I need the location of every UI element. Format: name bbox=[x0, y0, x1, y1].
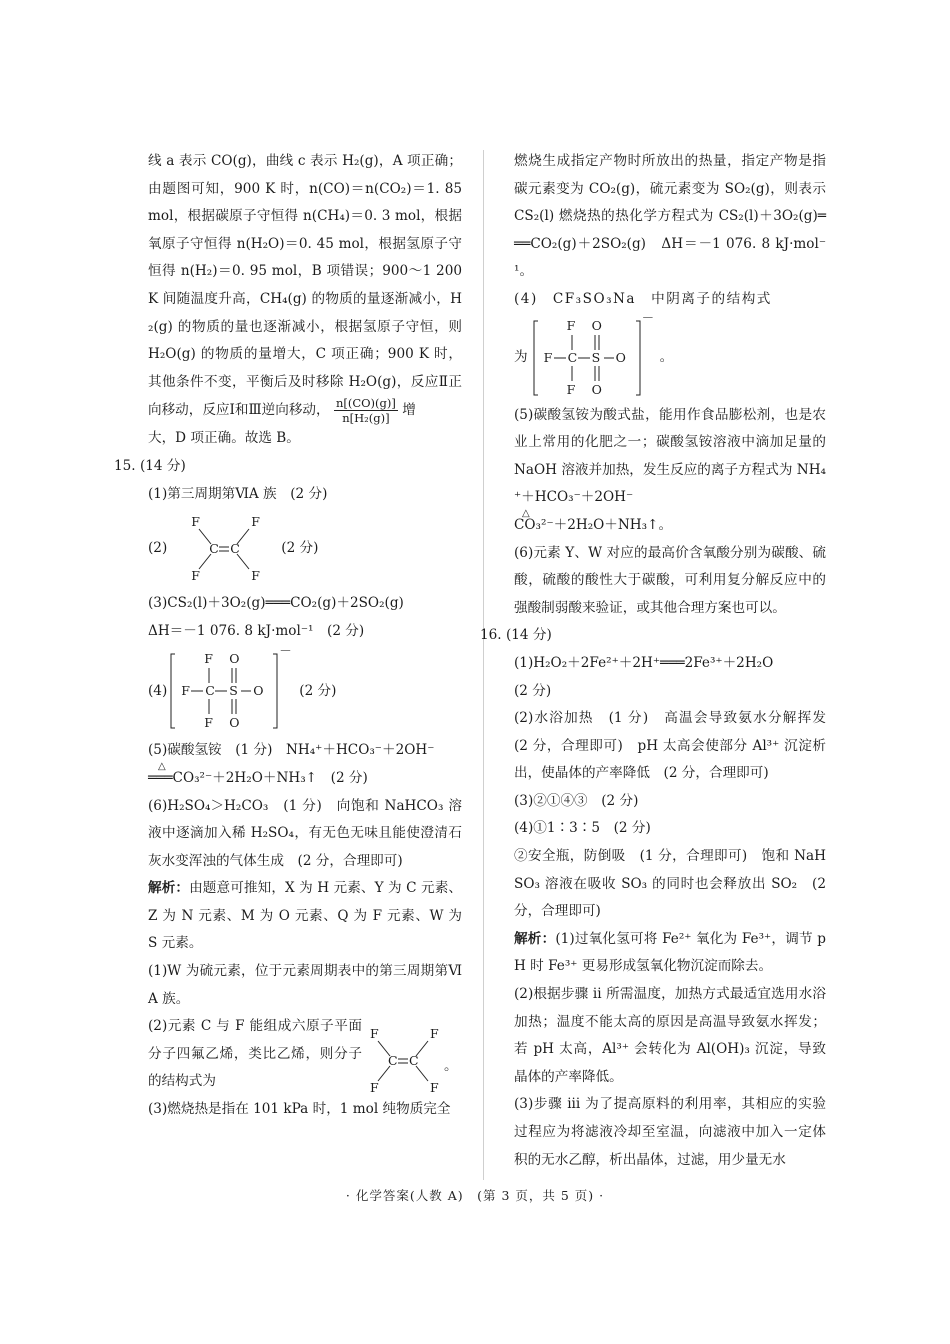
analysis-15-3-cont: 燃烧生成指定产物时所放出的热量，指定产物是指碳元素变为 CO₂(g)，硫元素变为 SO₂(g)，则表示 CS₂(l) 燃烧热的热化学方程式为 CS₂(l)＋3O₂(g)═══CO₂(g)＋2SO₂(g) ΔH＝－1 076. 8 kJ·mol⁻¹。 bbox=[514, 153, 826, 280]
atom-o: O bbox=[591, 317, 602, 333]
right-column bbox=[480, 148, 840, 1174]
analysis-15-1: (1)W 为硫元素，位于元素周期表中的第三周期第ⅥA 族。 bbox=[148, 963, 462, 1007]
answer-16-2: (2)水浴加热 (1 分) 高温会导致氨水分解挥发 (2 分，合理即可) pH 太高会使部分 Al³⁺ 沉淀析出，使晶体的产率降低 (2 分，合理即可) bbox=[514, 710, 840, 782]
score: (2 分) bbox=[281, 540, 319, 557]
atom-o: O bbox=[253, 683, 264, 699]
atom-f: F bbox=[566, 317, 576, 333]
conclusion-line: 大，D 项正确。故选 B。 bbox=[148, 430, 300, 447]
analysis-label: 解析： bbox=[514, 930, 556, 947]
atom-f: F bbox=[370, 1080, 379, 1096]
atom-o: O bbox=[229, 651, 240, 667]
text-fragment: 为 bbox=[514, 348, 528, 365]
atom-o: O bbox=[591, 381, 602, 397]
fraction-numerator: n[(CO)(g)] bbox=[335, 396, 396, 411]
atom-s: S bbox=[229, 683, 238, 699]
charge-sign: － bbox=[641, 309, 655, 325]
atom-f: F bbox=[251, 514, 260, 530]
atom-s: S bbox=[591, 349, 601, 365]
atom-f: F bbox=[370, 1026, 379, 1042]
atom-c: C bbox=[388, 1053, 398, 1069]
answer-15-1: (1)第三周期第ⅥA 族 (2 分) bbox=[148, 485, 328, 502]
answer-15-5: (5)碳酸氢铵 (1 分) NH₄⁺＋HCO₃⁻＋2OH⁻ bbox=[148, 742, 435, 759]
equation-text: CO₃²⁻＋2H₂O＋NH₃↑。 bbox=[514, 516, 673, 533]
analysis-label: 解析： bbox=[148, 880, 190, 897]
answer-16-1: (1)H₂O₂＋2Fe²⁺＋2H⁺═══2Fe³⁺＋2H₂O bbox=[514, 654, 774, 671]
analysis-text: (2)元素 C 与 F 能组成六原子平面分子四氟乙烯，类比乙烯，则分子的结构式为 bbox=[148, 1018, 362, 1090]
answer-15-3: (3)CS₂(l)＋3O₂(g)═══CO₂(g)＋2SO₂(g) bbox=[148, 595, 404, 612]
analysis-16-3: (3)步骤 iii 为了提高原料的利用率，其相应的实验过程应为将滤液冷却至室温，向滤液中加入一定体积的无水乙醇，析出晶体，过滤，用少量无水 bbox=[514, 1096, 826, 1168]
analysis-15-3: (3)燃烧热是指在 101 kPa 时，1 mol 纯物质完全 bbox=[148, 1101, 451, 1118]
equation-text: ═══CO₃²⁻＋2H₂O＋NH₃↑ (2 分) bbox=[148, 769, 368, 786]
atom-c: C bbox=[409, 1053, 419, 1069]
atom-c: C bbox=[567, 349, 578, 365]
answer-15-5-cont bbox=[148, 760, 462, 793]
triflate-structure bbox=[532, 309, 655, 399]
column-divider bbox=[483, 150, 484, 1180]
analysis-15 bbox=[148, 875, 462, 958]
analysis-15-5: (5)碳酸氢铵为酸式盐，能用作食品膨松剂，也是农业上常用的化肥之一；碳酸氢铵溶液中滴加足量的 NaOH 溶液并加热，发生反应的离子方程式为 NH₄⁺＋HCO₃⁻＋2OH⁻ bbox=[514, 406, 826, 506]
heat-condition: △ bbox=[158, 760, 166, 772]
atom-f: F bbox=[204, 715, 213, 731]
fraction bbox=[334, 396, 398, 425]
analysis-15-2 bbox=[148, 1013, 462, 1096]
atom-f: F bbox=[191, 514, 200, 530]
atom-c: C bbox=[209, 541, 219, 557]
atom-f: F bbox=[430, 1080, 439, 1096]
question-15-header: 15. (14 分) bbox=[114, 457, 186, 474]
atom-o: O bbox=[615, 349, 626, 365]
tetrafluoroethylene-structure bbox=[360, 1026, 446, 1096]
triflate-structure bbox=[169, 643, 292, 732]
answer-15-2 bbox=[148, 508, 462, 590]
analysis-16-2: (2)根据步骤 ii 所需温度，加热方式最适宜选用水浴加热；温度不能太高的原因是高温导致氨水挥发；若 pH 太高，Al³⁺ 会转化为 Al(OH)₃ 沉淀，导致晶体的产率降低。 bbox=[514, 986, 826, 1085]
analysis-15-5-cont bbox=[514, 507, 826, 540]
anion-structure-line bbox=[514, 309, 826, 402]
analysis-text: (1)过氧化氢可将 Fe²⁺ 氧化为 Fe³⁺，调节 pH 时 Fe³⁺ 更易形成氢氧化物沉淀而除去。 bbox=[514, 930, 826, 975]
analysis-text: 由题意可推知，X 为 H 元素、Y 为 C 元素、Z 为 N 元素、M 为 O 元素、Q 为 F 元素、W 为 S 元素。 bbox=[148, 880, 462, 952]
answer-15-4 bbox=[148, 645, 462, 737]
question-16-header: 16. (14 分) bbox=[480, 627, 552, 644]
answer-15-6: (6)H₂SO₄＞H₂CO₃ (1 分) 向饱和 NaHCO₃ 溶液中逐滴加入稀 H₂SO₄，有无色无味且能使澄清石灰水变浑浊的气体生成 (2 分，合理即可) bbox=[148, 797, 462, 869]
atom-f: F bbox=[191, 568, 200, 584]
heat-condition: △ bbox=[522, 507, 530, 519]
text-block bbox=[148, 148, 462, 425]
analysis-16 bbox=[514, 926, 826, 981]
atom-f: F bbox=[204, 651, 213, 667]
atom-f: F bbox=[543, 349, 553, 365]
atom-f: F bbox=[181, 683, 190, 699]
answer-label: (2) bbox=[148, 540, 168, 557]
analysis-15-6: (6)元素 Y、W 对应的最高价含氧酸分别为碳酸、硫酸，硫酸的酸性大于碳酸，可利用复分解反应中的强酸制弱酸来验证，或其他合理方案也可以。 bbox=[514, 544, 826, 616]
text-fragment: 。 bbox=[659, 348, 674, 365]
answer-16-4-2: ②安全瓶，防倒吸 (1 分，合理即可) 饱和 NaHSO₃ 溶液在吸收 SO₃ 的同时也会释放出 SO₂ (2 分，合理即可) bbox=[514, 848, 826, 920]
atom-c: C bbox=[205, 683, 215, 699]
answer-label: (4) bbox=[148, 682, 168, 699]
fraction-denominator: n[H₂(g)] bbox=[342, 411, 390, 426]
tetrafluoroethylene-structure bbox=[181, 514, 267, 584]
page-footer: · 化学答案(人教 A) (第 3 页，共 5 页) · bbox=[345, 1188, 605, 1203]
atom-c: C bbox=[230, 541, 240, 557]
atom-o: O bbox=[229, 715, 240, 731]
answer-16-1-score: (2 分) bbox=[514, 682, 552, 699]
atom-f: F bbox=[566, 381, 576, 397]
analysis-15-4: (4) CF₃SO₃Na 中阴离子的结构式 bbox=[514, 290, 772, 307]
answer-16-4: (4)①1∶3∶5 (2 分) bbox=[514, 820, 651, 837]
atom-f: F bbox=[430, 1026, 439, 1042]
charge-sign: － bbox=[279, 643, 292, 659]
answer-16-3: (3)②①④③ (2 分) bbox=[514, 792, 639, 809]
text-fragment: 。 bbox=[444, 1058, 458, 1075]
left-column bbox=[114, 148, 462, 1124]
answer-15-3-enthalpy: ΔH＝－1 076. 8 kJ·mol⁻¹ (2 分) bbox=[148, 622, 365, 639]
score: (2 分) bbox=[299, 682, 337, 699]
text-fragment: 增 bbox=[402, 402, 416, 419]
paragraph-q14-end: 线 a 表示 CO(g)，曲线 c 表示 H₂(g)，A 项正确；由题图可知，900 K 时，n(CO)＝n(CO₂)＝1. 85 mol，根据碳原子守恒得 n(CH₄)＝0. 3 mol，根据氧原子守恒得 n(H₂O)＝0. 45 mol，根据氢原子守恒得 n(H₂)＝0. 95 mol，B 项错误；900～1 200 K 间随温度升高，CH₄(g) 的物质的量逐渐减小，H₂(g) 的物质的量也逐渐减小，根据氢原子守恒，则 H₂O(g) 的物质的量增大，C 项正确；900 K 时，其他条件不变，平衡后及时移除 H₂O(g)，反应Ⅱ正向移动，反应Ⅰ和Ⅲ逆向移动， bbox=[148, 153, 462, 419]
atom-f: F bbox=[251, 568, 260, 584]
